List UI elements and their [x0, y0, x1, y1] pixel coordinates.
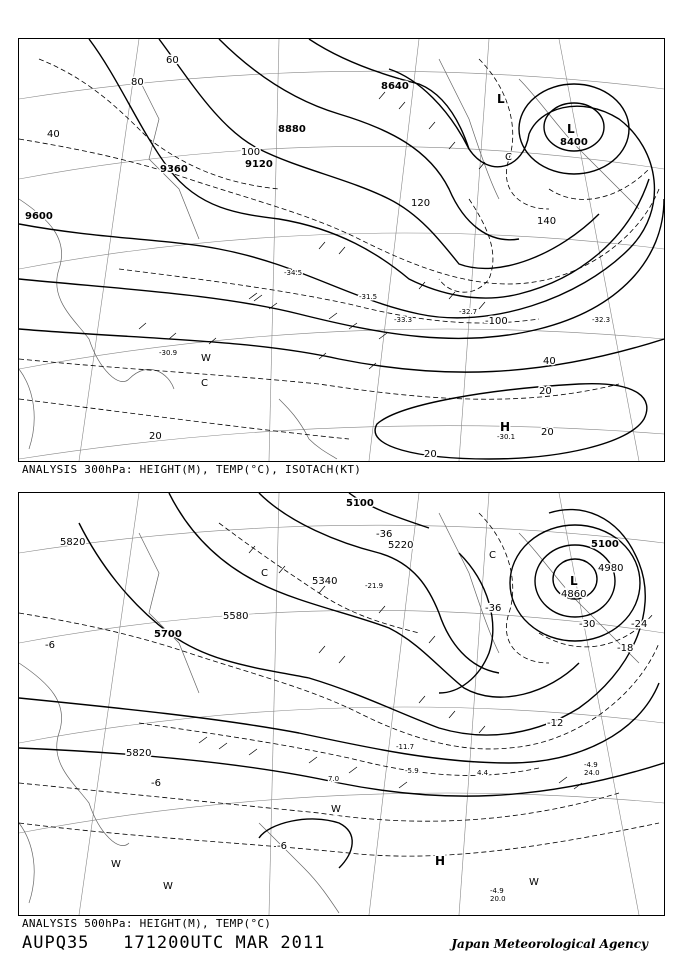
warm-label-500b: W	[111, 859, 121, 870]
obs-label-minus49b: -4.9	[490, 887, 504, 895]
obs-label-minus219: -21.9	[365, 582, 384, 590]
height-label-5100b: 5100	[591, 539, 619, 550]
isotherm-contours-300	[19, 59, 659, 439]
warm-label-500c: W	[163, 881, 173, 892]
coastlines-500	[19, 513, 639, 913]
caption-300hpa: ANALYSIS 300hPa: HEIGHT(M), TEMP(°C), ISOTACH(KT)	[22, 463, 362, 476]
chart-code-and-valid-time	[22, 933, 325, 953]
obs-label-7: 7.0	[328, 775, 340, 783]
temp-label-minus6c: -6	[277, 841, 287, 852]
cold-label-500b: C	[489, 550, 496, 561]
isotach-label-40: 40	[47, 129, 60, 140]
height-label-5820: 5820	[60, 537, 86, 548]
obs-label-minus117: -11.7	[396, 743, 415, 751]
temp-label-c: -33.3	[394, 316, 413, 324]
isotach-label-80: 80	[131, 77, 144, 88]
graticule-300	[19, 39, 664, 461]
height-label-5820b: 5820	[126, 748, 152, 759]
height-label-4980: 4980	[598, 563, 624, 574]
height-label-4860: 4860	[561, 589, 587, 600]
temp-label-minus36: -36	[376, 529, 393, 540]
temp-label-minus6: -6	[45, 640, 55, 651]
cold-label-300b: C	[505, 152, 512, 163]
temp-label-minus6b: -6	[151, 778, 161, 789]
height-label-8640: 8640	[381, 81, 409, 92]
agency-name: Japan Meteorological Agency	[451, 937, 648, 951]
height-label-9120: 9120	[245, 159, 273, 170]
temp-label-f: -30.9	[159, 349, 178, 357]
warm-label-500d: W	[529, 877, 539, 888]
obs-label-44: 4.4	[477, 769, 489, 777]
isotach-label-20c: 20	[541, 427, 554, 438]
temp-label-minus12: -12	[547, 718, 564, 729]
height-label-5700: 5700	[154, 629, 182, 640]
low-center-label-500: L	[570, 574, 578, 588]
high-center-label-500: H	[435, 854, 446, 868]
warm-label-300: W	[201, 353, 211, 364]
temp-label-minus18: -18	[617, 643, 634, 654]
height-label-9600: 9600	[25, 211, 53, 222]
isotach-label-140: 140	[537, 216, 557, 227]
high-center-label-300: H	[500, 420, 511, 434]
isotach-label-20: 20	[539, 386, 552, 397]
isotach-label-20d: 20	[424, 449, 437, 460]
isotach-label-20b: 20	[149, 431, 162, 442]
temp-label-d: -34.5	[284, 269, 303, 277]
station-marks-300	[139, 92, 485, 369]
temp-label-e: -31.5	[359, 293, 378, 301]
height-label-8400: 8400	[560, 137, 588, 148]
temp-label-b: -30.1	[497, 433, 516, 441]
obs-label-20: 20.0	[490, 895, 506, 903]
warm-label-500: W	[331, 804, 341, 815]
height-label-5340: 5340	[312, 576, 338, 587]
graticule-500	[19, 493, 664, 915]
temp-label-a: -32.3	[592, 316, 611, 324]
cold-label-500: C	[261, 568, 268, 579]
height-label-5580: 5580	[223, 611, 249, 622]
temp-label-minus24: -24	[631, 619, 648, 630]
height-contours-300	[19, 39, 664, 459]
isotach-label-120: 120	[411, 198, 431, 209]
obs-label-24: 24.0	[584, 769, 600, 777]
height-contours-500	[19, 493, 664, 868]
cold-label-300: C	[201, 378, 208, 389]
temp-label-minus30: -30	[579, 619, 596, 630]
chart-300hpa	[19, 39, 664, 461]
temp-label-minus100: -100	[485, 316, 508, 327]
isotach-label-100: 100	[241, 147, 261, 158]
low-center-label-300b: L	[497, 92, 505, 106]
isotach-label-60: 60	[166, 55, 179, 66]
low-center-label-300: L	[567, 122, 575, 136]
isotach-label-40b: 40	[543, 356, 556, 367]
obs-label-minus49: -4.9	[584, 761, 598, 769]
temp-label-minus36b: -36	[485, 603, 502, 614]
height-label-5100: 5100	[346, 498, 374, 509]
caption-500hpa: ANALYSIS 500hPa: HEIGHT(M), TEMP(°C)	[22, 917, 272, 930]
temp-label-g: -32.7	[459, 308, 478, 316]
height-label-9360: 9360	[160, 164, 188, 175]
map-panel-300hpa	[18, 38, 665, 462]
height-label-8880: 8880	[278, 124, 306, 135]
obs-label-minus59: -5.9	[405, 767, 419, 775]
chart-500hpa	[19, 493, 664, 915]
valid-time: 171200UTC MAR 2011	[123, 933, 326, 953]
height-label-5220: 5220	[388, 540, 414, 551]
chart-code: AUPQ35	[22, 933, 90, 953]
map-panel-500hpa	[18, 492, 665, 916]
